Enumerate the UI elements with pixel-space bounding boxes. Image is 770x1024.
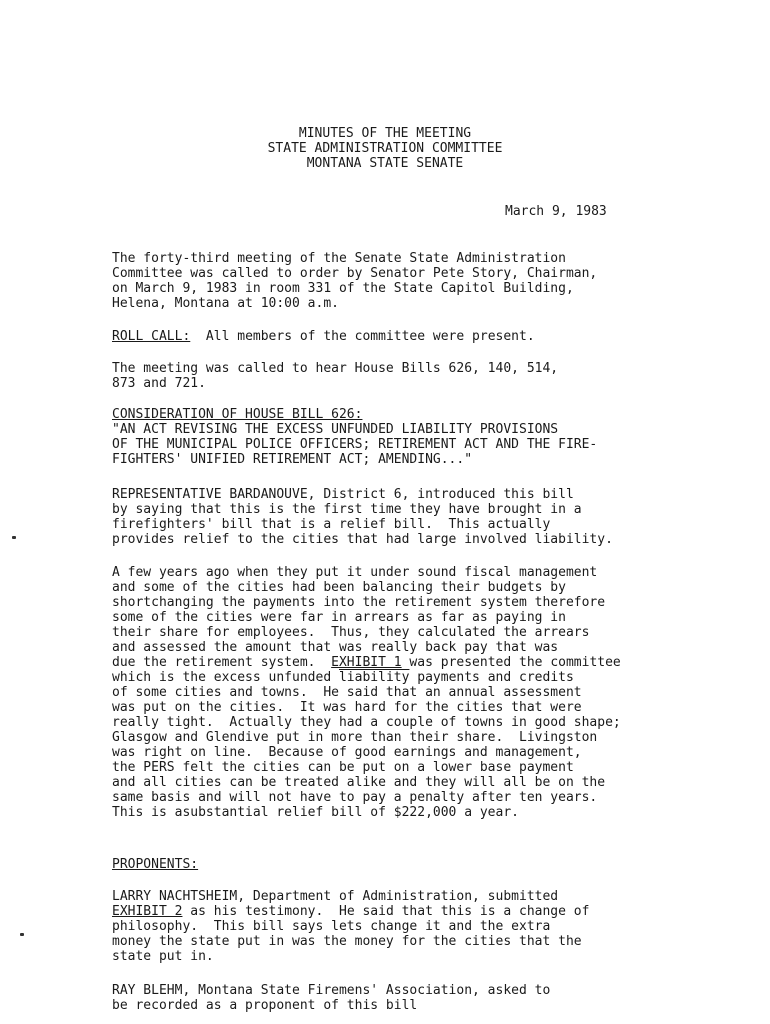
exhibit-2-label: EXHIBIT 2 — [112, 904, 183, 919]
heading-line-3: MONTANA STATE SENATE — [306, 156, 464, 171]
roll-call-label: ROLL CALL: — [112, 329, 191, 344]
heading-line-2: STATE ADMINISTRATION COMMITTEE — [267, 141, 503, 156]
rep-line: provides relief to the cities that had large involved liability. — [112, 532, 613, 547]
history-paragraph — [112, 565, 767, 820]
bill-title-line: OF THE MUNICIPAL POLICE OFFICERS; RETIREMENT ACT AND THE FIRE- — [112, 437, 598, 452]
rep-line: firefighters' bill that is a relief bill. This actually — [112, 517, 551, 532]
history-line: and all cities can be treated alike and they will all be on the — [112, 775, 606, 790]
intro-paragraph — [112, 251, 752, 311]
document-heading — [0, 126, 770, 171]
nachtsheim-line: money the state put in was the money for the cities that the — [112, 934, 582, 949]
meeting-date: March 9, 1983 — [505, 204, 607, 219]
intro-line: on March 9, 1983 in room 331 of the State Capitol Building, — [112, 281, 574, 296]
roll-call-text: All members of the committee were present. — [190, 329, 535, 344]
history-line: This is asubstantial relief bill of $222,000 a year. — [112, 805, 519, 820]
liability-word: liability — [338, 670, 410, 685]
rep-line: by saying that this is the first time they have brought in a — [112, 502, 582, 517]
blehm-paragraph — [112, 983, 752, 1013]
history-line: was put on the cities. It was hard for the cities that were — [112, 700, 582, 715]
history-line: of some cities and towns. He said that an annual assessment — [112, 685, 582, 700]
history-line: the PERS felt the cities can be put on a lower base payment — [112, 760, 574, 775]
liability-pre: which is the excess unfunded — [112, 670, 339, 685]
heading-line-1: MINUTES OF THE MEETING — [298, 126, 472, 141]
nachtsheim-line: philosophy. This bill says lets change it and the extra — [112, 919, 551, 934]
nachtsheim-line: LARRY NACHTSHEIM, Department of Administration, submitted — [112, 889, 559, 904]
nachtsheim-paragraph — [112, 889, 752, 964]
consideration-label: CONSIDERATION OF HOUSE BILL 626: — [112, 407, 363, 422]
intro-line: The forty-third meeting of the Senate State Administration — [112, 251, 566, 266]
liability-post: payments and credits — [409, 670, 574, 685]
purpose-paragraph — [112, 361, 752, 391]
blehm-line: be recorded as a proponent of this bill — [112, 998, 418, 1013]
history-line: their share for employees. Thus, they calculated the arrears — [112, 625, 590, 640]
exhibit-1-pre: due the retirement system. — [112, 655, 332, 670]
intro-line: Committee was called to order by Senator Pete Story, Chairman, — [112, 266, 598, 281]
history-line: and assessed the amount that was really back pay that was — [112, 640, 559, 655]
purpose-line: 873 and 721. — [112, 376, 206, 391]
history-line: some of the cities were far in arrears as far as paying in — [112, 610, 566, 625]
history-line: Glasgow and Glendive put in more than their share. Livingston — [112, 730, 598, 745]
history-line: and some of the cities had been balancing their budgets by — [112, 580, 566, 595]
history-line: really tight. Actually they had a couple of towns in good shape; — [112, 715, 621, 730]
history-line: same basis and will not have to pay a penalty after ten years. — [112, 790, 598, 805]
exhibit-1-post: was presented the committee — [401, 655, 621, 670]
proponents-heading — [112, 857, 752, 872]
bill-title-line: FIGHTERS' UNIFIED RETIREMENT ACT; AMENDING..." — [112, 452, 473, 467]
nachtsheim-line: state put in. — [112, 949, 214, 964]
history-line: was right on line. Because of good earnings and management, — [112, 745, 582, 760]
proponents-label: PROPONENTS: — [112, 857, 199, 872]
history-line: shortchanging the payments into the retirement system therefore — [112, 595, 606, 610]
history-line: A few years ago when they put it under sound fiscal management — [112, 565, 598, 580]
intro-line: Helena, Montana at 10:00 a.m. — [112, 296, 339, 311]
rep-line: REPRESENTATIVE BARDANOUVE, District 6, introduced this bill — [112, 487, 574, 502]
blehm-line: RAY BLEHM, Montana State Firemens' Association, asked to — [112, 983, 551, 998]
exhibit-2-post: as his testimony. He said that this is a change of — [182, 904, 590, 919]
bill-title-line: "AN ACT REVISING THE EXCESS UNFUNDED LIABILITY PROVISIONS — [112, 422, 559, 437]
roll-call-paragraph — [112, 329, 752, 344]
scan-speck — [12, 536, 16, 539]
exhibit-1-label: EXHIBIT 1 — [331, 655, 402, 670]
scan-speck — [20, 933, 24, 936]
purpose-line: The meeting was called to hear House Bills 626, 140, 514, — [112, 361, 559, 376]
consideration-section — [112, 407, 752, 467]
representative-paragraph — [112, 487, 752, 547]
